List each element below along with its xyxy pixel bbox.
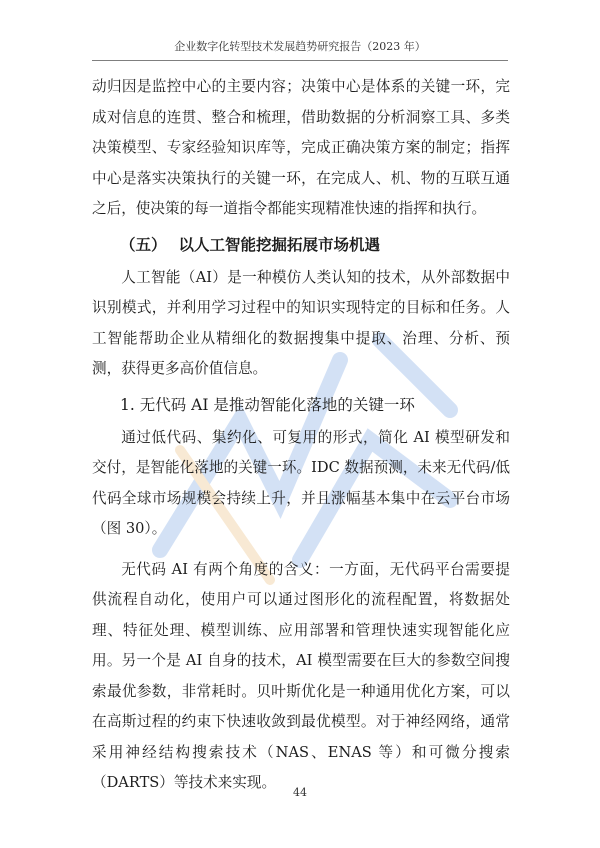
paragraph-low-code: 通过低代码、集约化、可复用的形式，简化 AI 模型研发和交付，是智能化落地的关键一环。IDC 数据预测，未来无代码/低代码全球市场规模会持续上升，并且涨幅基本集中在云平台市场（图 30）。 — [92, 428, 510, 537]
page-number: 44 — [293, 786, 307, 799]
section-number: （五） — [120, 235, 167, 254]
paragraph-ai-intro: 人工智能（AI）是一种模仿人类认知的技术，从外部数据中识别模式，并利用学习过程中的知识实现特定的目标和任务。人工智能帮助企业从精细化的数据搜集中提取、治理、分析、预测，获得更多高价值信息。 — [92, 268, 510, 377]
running-header: 企业数字化转型技术发展趋势研究报告（2023 年） — [174, 40, 426, 53]
paragraph-continuation: 动归因是监控中心的主要内容；决策中心是体系的关键一环，完成对信息的连贯、整合和梳理，借助数据的分析洞察工具、多类决策模型、专家经验知识库等，完成正确决策方案的制定；指挥中心是落实决策执行的关键一环，在完成人、机、物的互联互通之后，使决策的每一道指令都能实现精准快速的指挥和执行。 — [92, 78, 510, 217]
paragraph-no-code-ai: 无代码 AI 有两个角度的含义：一方面，无代码平台需要提供流程自动化，使用户可以通过图形化的流程配置，将数据处理、特征处理、模型训练、应用部署和管理快速实现智能化应用。另一个是 AI 自身的技术，AI 模型需要在巨大的参数空间搜索最优参数，非常耗时。贝叶斯优化是一种通用优化方案，可以在高斯过程的约束下快速收敛到最优模型。对于神经网络，通常采用神经结构搜索技术（NAS、ENAS 等）和可微分搜索（DARTS）等技术来实现。 — [92, 560, 510, 791]
section-heading — [92, 229, 510, 261]
header-divider — [92, 60, 508, 61]
subsection-heading: 1. 无代码 AI 是推动智能化落地的关键一环 — [120, 395, 415, 414]
section-title: 以人工智能挖掘拓展市场机遇 — [178, 235, 381, 254]
page-body — [92, 72, 510, 799]
